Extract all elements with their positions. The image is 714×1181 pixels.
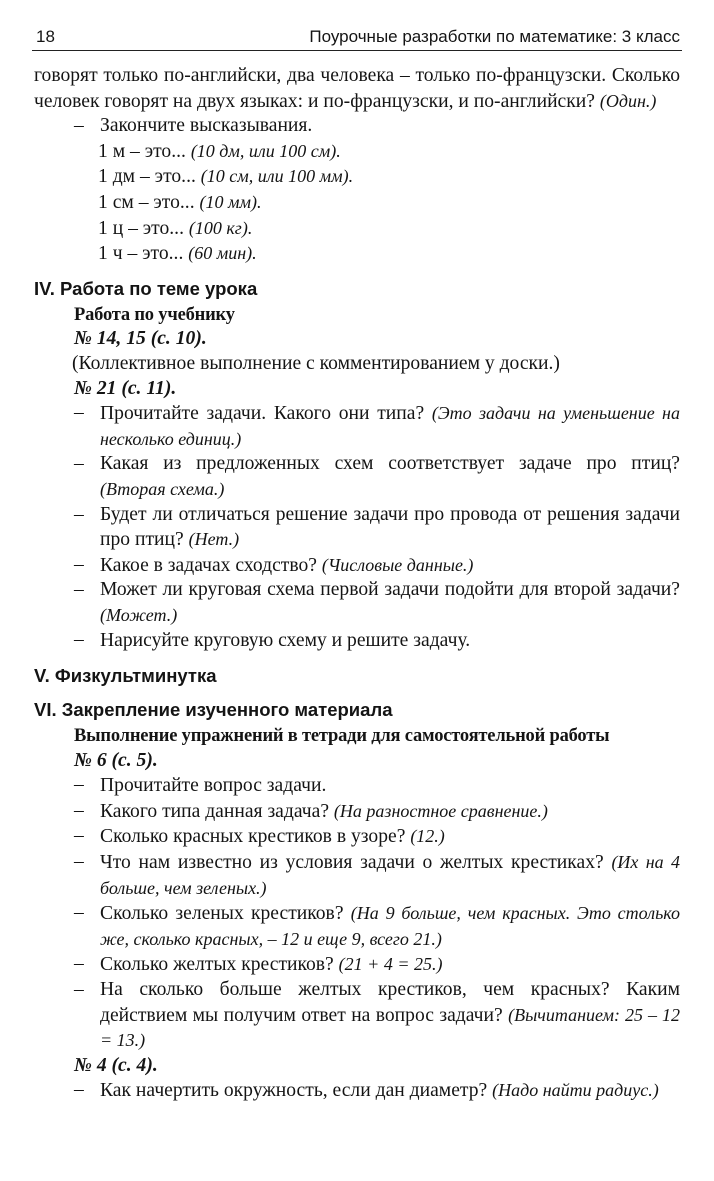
answer-text: (Это задачи на уменьшение на несколько единиц.) [100,403,680,449]
question-item [34,1078,680,1104]
section-6-subheading: Выполнение упражнений в тетради для самостоятельной работы [74,726,610,747]
statement-answer: (60 мин). [188,243,257,264]
question-text: Нарисуйте круговую схему и решите задачу. [100,630,471,652]
question-item [34,553,680,579]
question-text: Может ли круговая схема первой задачи подойти для второй задачи? [100,579,680,601]
question-item [34,824,680,850]
answer-text: (Числовые данные.) [321,554,474,575]
question-item [34,850,680,901]
question-text: Прочитайте задачи. Какого они типа? [100,403,425,425]
question-text: Сколько зеленых крестиков? [100,903,344,925]
answer-text: (Вторая схема.) [100,478,225,499]
question-text: Будет ли отличаться решение задачи про провода от решения задачи про птиц? [100,503,680,551]
statement-item [34,164,680,190]
exercise-number: № 21 (с. 11). [74,377,177,399]
question-item [34,773,680,799]
answer-text: (Их на 4 больше, чем зеленых.) [100,852,680,898]
question-text: Какое в задачах сходство? [100,554,317,576]
question-item [34,799,680,825]
exercise-number: № 4 (с. 4). [74,1054,158,1076]
statement-item [34,241,680,267]
page-body [34,64,680,1104]
question-item [34,628,680,654]
question-item [34,901,680,952]
answer-text: (Нет.) [188,529,240,550]
question-text: Что нам известно из условия задачи о желтых крестиках? [100,852,604,874]
question-item [34,952,680,978]
statement-answer: (10 мм). [199,191,262,212]
statement-question: 1 м – это... [98,140,186,162]
statement-answer: (10 дм, или 100 см). [190,140,341,161]
statement-item [34,139,680,165]
intro-problem [34,64,680,114]
finish-prompt [34,114,680,139]
statement-question: 1 дм – это... [98,166,196,188]
statement-answer: (10 см, или 100 мм). [200,166,354,187]
statement-item [34,216,680,242]
statement-question: 1 ц – это... [98,217,184,239]
question-text: На сколько больше желтых крестиков, чем красных? Каким действием мы получим ответ на вопрос задачи? [100,979,680,1026]
section-5-heading: V. Физкультминутка [34,665,217,687]
answer-text: (Может.) [100,604,178,625]
question-item [34,503,680,553]
question-text: Сколько желтых крестиков? [100,954,334,976]
exercise-number: № 6 (с. 5). [74,749,158,771]
running-title: Поурочные разработки по математике: 3 класс [309,27,680,46]
exercise-note: (Коллективное выполнение с комментированием у доски.) [72,352,560,374]
statement-question: 1 см – это... [98,191,195,213]
section-4-heading: IV. Работа по теме урока [34,277,258,299]
question-text: Прочитайте вопрос задачи. [100,775,327,797]
finish-prompt-text: Закончите высказывания. [100,115,313,137]
statement-question: 1 ч – это... [98,243,184,265]
page-header [32,22,682,51]
question-text: Какая из предложенных схем соответствует задаче про птиц? [100,453,680,475]
question-item [34,401,680,452]
question-text: Какого типа данная задача? [100,800,330,822]
problem-text: говорят только по-английски, два человека – только по-французски. Сколько человек говорят на двух языках: и по-французски, и по-английски? [34,65,680,112]
answer-text: (На разностное сравнение.) [333,800,548,821]
exercise-number: № 14, 15 (с. 10). [74,328,207,350]
question-text: Сколько красных крестиков в узоре? [100,826,406,848]
section-4-subheading: Работа по учебнику [74,304,235,325]
answer-text: (Надо найти радиус.) [492,1080,659,1101]
answer-text: (12.) [410,826,445,847]
question-item [34,452,680,502]
statement-answer: (100 кг). [188,217,253,238]
answer-text: (На 9 больше, чем красных. Это столько же, сколько красных, – 12 и еще 9, всего 21.) [100,903,680,949]
statement-item [34,190,680,216]
answer-text: (Вычитанием: 25 – 12 = 13.) [100,1004,681,1051]
question-item [34,578,680,628]
question-item [34,978,680,1054]
answer-text: (21 + 4 = 25.) [338,954,443,975]
section-6-heading: VI. Закрепление изученного материала [34,699,393,721]
page-number: 18 [36,27,55,46]
question-text: Как начертить окружность, если дан диаметр? [100,1080,488,1102]
problem-answer: (Один.) [599,90,657,111]
